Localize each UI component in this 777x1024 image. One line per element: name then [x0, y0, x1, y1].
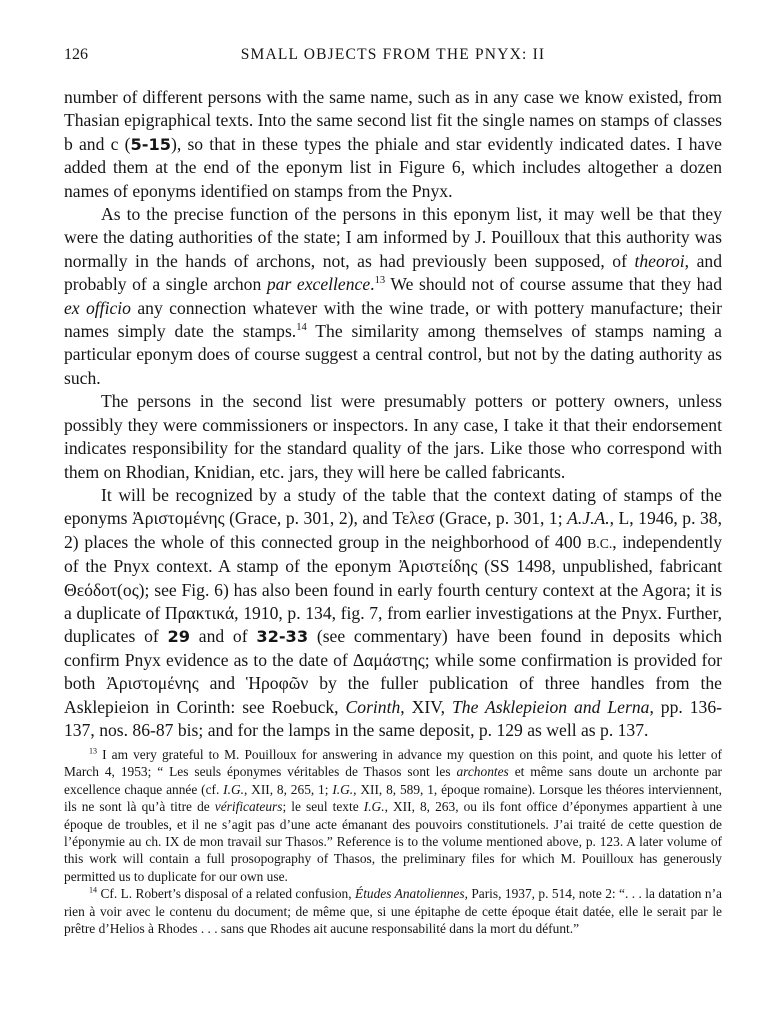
paragraph-1: number of different persons with the same name, such as in any case we know existed, from Thasian epigraphical texts. Into the same second list fit the single names on stamps of classes b and c (5-15), so that in these types the phiale and star evidently indicated dates. I have added them at the end of the eponym list in Figure 6, which includes altogether a dozen names of eponyms identified on stamps from the Pnyx.	[64, 87, 722, 201]
paragraph-2: As to the precise function of the persons in this eponym list, it may well be that they were the dating authorities of the state; I am informed by J. Pouilloux that this authority was normally in the hands of archons, not, as had previously been supposed, of theoroi, and probably of a single archon par excellence.$^{13}$ We should not of course assume that they had ex officio any connection whatever with the wine trade, or with pottery manufacture; their names simply date the stamps.$^{14}$ The similarity among themselves of stamps naming a particular eponym does of course suggest a central control, but not by the dating authority as such.	[64, 204, 723, 388]
paragraph-3: The persons in the second list were presumably potters or pottery owners, unless possibly they were commissioners or inspectors. In any case, I take it that their endorsement indicates responsibility for the standard quality of the jars. Like those who correspond with them on Rhodian, Knidian, etc. jars, they will here be called fabricants.	[64, 391, 722, 482]
running-header	[64, 46, 722, 74]
footnote-13: $^{13}$ I am very grateful to M. Pouilloux for answering in advance my question on this point, and quote his letter of March 4, 1953; “ Les seuls éponymes véritables de Thasos sont les archontes et même sans doute un archonte par excellence chaque année (cf. I.G., XII, 8, 265, 1; I.G., XII, 8, 589, 1, époque romaine). Lorsque les théores interviennent, ils ne sont là qu’à titre de vérificateurs; le seul texte I.G., XII, 8, 263, ou ils font office d’éponymes appartient à une époque de troubles, et il ne s’agit pas d’une acte émanant des pouvoirs constitutionels. J’ai traité de cette question de l’éponymie au ch. IX de mon travail sur Thasos.” Reference is to the volume mentioned above, p. 123. A later volume of this work will contain a full prosopography of Thasos, the preliminary files for which M. Pouilloux has generously permitted us to duplicate for our own use.	[64, 746, 722, 884]
paragraph-4: It will be recognized by a study of the table that the context dating of stamps of the eponyms Ἀριστομένης (Grace, p. 301, 2), and Τελεσ (Grace, p. 301, 1; A.J.A., L, 1946, p. 38, 2) places the whole of this connected group in the neighborhood of 400 B.C., independently of the Pnyx context. A stamp of the eponym Ἀριστείδης (SS 1498, unpublished, fabricant Θεόδοτ(ος); see Fig. 6) has also been found in early fourth century context at the Agora; it is a duplicate of Πρακτικά, 1910, p. 134, fig. 7, from earlier investigations at the Pnyx. Further, duplicates of 29 and of 32-33 (see commentary) have been found in deposits which confirm Pnyx evidence as to the date of Δαμάστης; while some confirmation is provided for both Ἀριστομένης and Ἡροφῶν by the fuller publication of three handles from the Asklepieion in Corinth: see Roebuck, Corinth, XIV, The Asklepieion and Lerna, pp. 136-137, nos. 86-87 bis; and for the lamps in the same deposit, p. 129 as well as p. 137.	[64, 484, 723, 740]
page-number: 126	[64, 46, 88, 63]
footnote-ref-13[interactable]: 13	[374, 275, 386, 287]
body-text	[64, 86, 722, 742]
footnotes	[64, 746, 722, 937]
running-title: SMALL OBJECTS FROM THE PNYX: II	[240, 46, 546, 63]
footnote-ref-14[interactable]: 14	[296, 322, 307, 334]
footnote-14: $^{14}$ Cf. L. Robert’s disposal of a related confusion, Études Anatoliennes, Paris, 1937, p. 514, note 2: “. . . la datation n’a rien à voir avec le contenu du document; de même que, si une épitaphe de cette époque était datée, elle le serait par le prêtre d’Helios à Rhodes . . . sans que Rhodes ait aucune responsabilité dans la mort du défunt.”	[64, 885, 723, 937]
